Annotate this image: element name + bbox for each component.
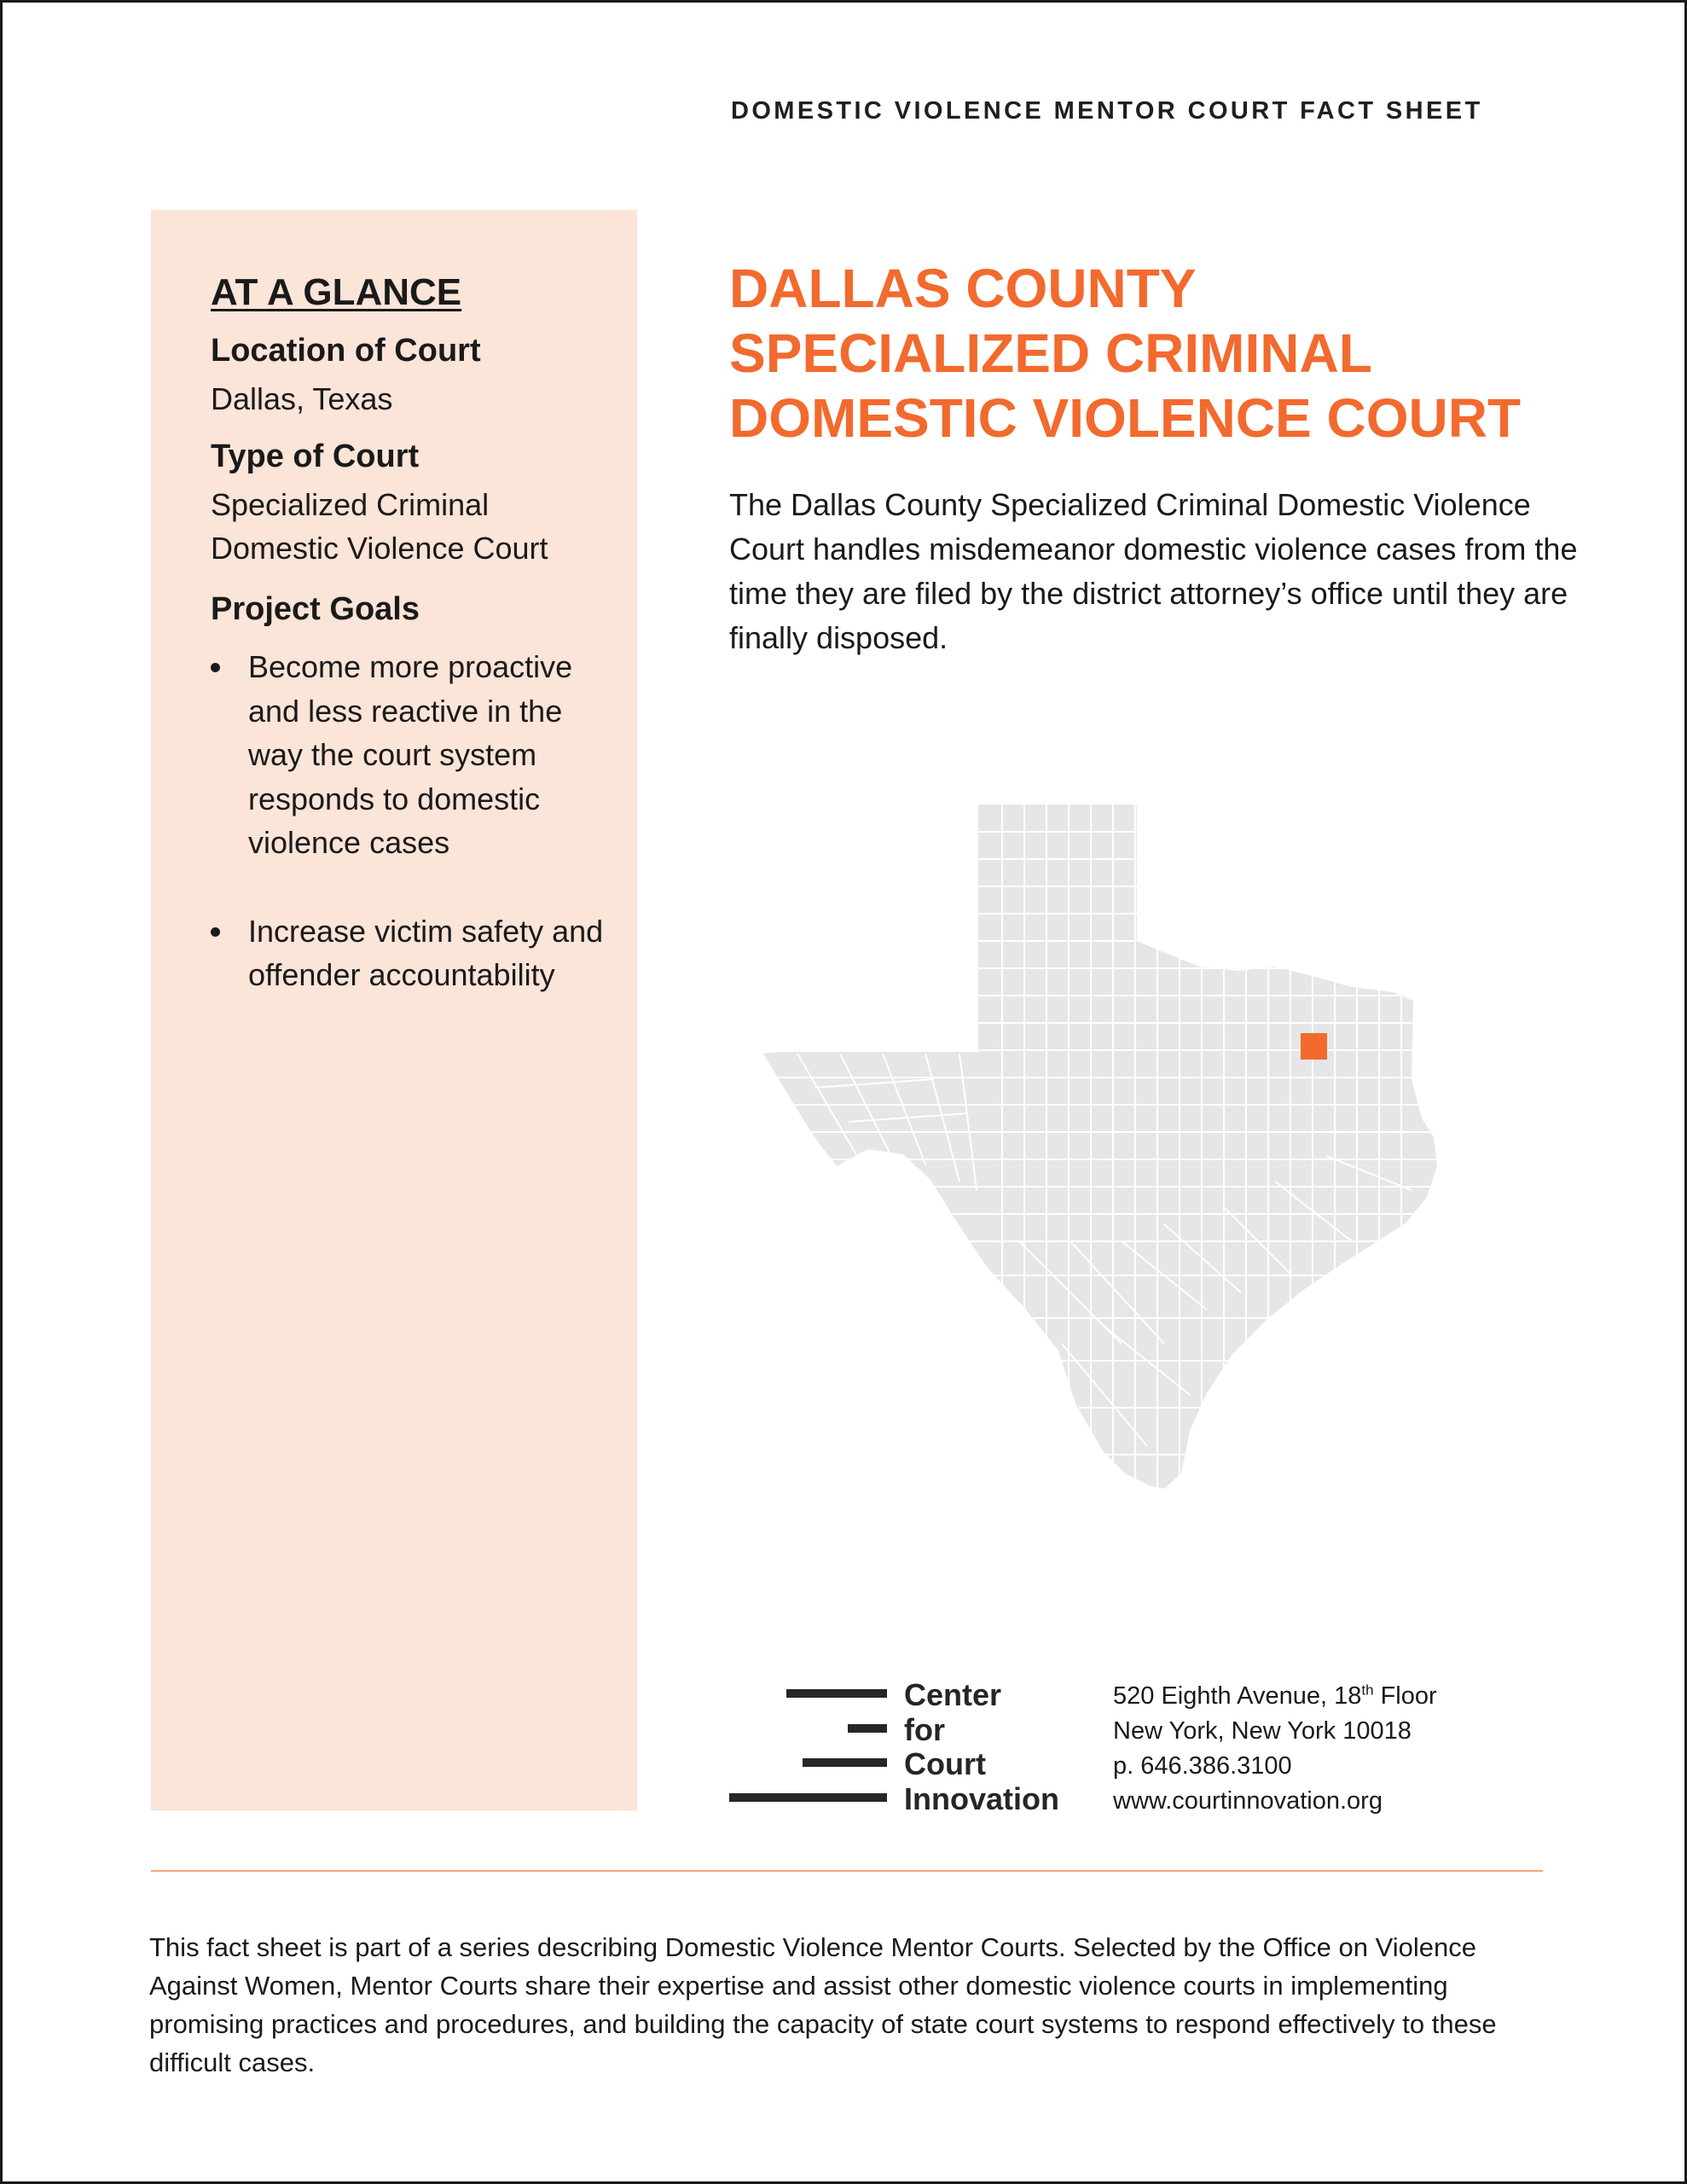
address-line bbox=[1113, 1679, 1437, 1714]
logo-word: Innovation bbox=[904, 1781, 1059, 1816]
logo-bar bbox=[848, 1724, 887, 1733]
center-for-court-innovation-logo bbox=[729, 1672, 1087, 1817]
goals-list bbox=[211, 645, 612, 1042]
list-item bbox=[211, 645, 612, 865]
city-line: New York, New York 10018 bbox=[1113, 1717, 1412, 1745]
logo-bar bbox=[729, 1793, 887, 1802]
title-line: SPECIALIZED CRIMINAL bbox=[729, 322, 1372, 384]
bullet-icon bbox=[211, 663, 220, 672]
texas-county-map bbox=[763, 798, 1505, 1506]
logo-word: for bbox=[904, 1712, 945, 1747]
title-line: DOMESTIC VIOLENCE COURT bbox=[729, 387, 1522, 449]
at-a-glance-panel bbox=[151, 210, 637, 1810]
dallas-county-highlight bbox=[1301, 1033, 1327, 1060]
location-heading: Location of Court bbox=[211, 333, 481, 369]
divider bbox=[151, 1870, 1543, 1872]
address-floor: Floor bbox=[1373, 1682, 1437, 1710]
page-title bbox=[729, 256, 1625, 450]
logo-word: Court bbox=[904, 1746, 986, 1781]
location-value: Dallas, Texas bbox=[211, 381, 393, 416]
website-link[interactable]: www.courtinnovation.org bbox=[1113, 1787, 1383, 1815]
type-value-line1: Specialized Criminal bbox=[211, 487, 490, 522]
texas-land bbox=[763, 798, 1505, 1506]
fact-sheet-label: DOMESTIC VIOLENCE MENTOR COURT FACT SHEET bbox=[731, 97, 1483, 125]
contact-block bbox=[1113, 1679, 1437, 1819]
bullet-icon bbox=[211, 927, 220, 937]
goal-text: Become more proactive and less reactive in the way the court system responds to domestic violence cases bbox=[248, 649, 573, 860]
footer-paragraph: This fact sheet is part of a series describing Domestic Violence Mentor Courts. Selected by the Office on Violence Against Women, Mentor Courts share their expertise and assist other domestic violence courts in implementing promising practices and procedures, and building the capacity of state court systems to respond effectively to these difficult cases. bbox=[149, 1932, 1497, 2077]
list-item bbox=[211, 909, 612, 997]
phone-line: p. 646.386.3100 bbox=[1113, 1752, 1292, 1780]
type-heading: Type of Court bbox=[211, 439, 420, 474]
type-value-line2: Domestic Violence Court bbox=[211, 531, 548, 566]
logo-word: Center bbox=[904, 1677, 1002, 1712]
goals-heading: Project Goals bbox=[211, 591, 420, 627]
title-line: DALLAS COUNTY bbox=[729, 258, 1197, 319]
goal-text: Increase victim safety and offender accountability bbox=[248, 913, 604, 992]
at-a-glance-title: AT A GLANCE bbox=[211, 271, 462, 313]
logo-bar bbox=[786, 1689, 887, 1698]
intro-paragraph: The Dallas County Specialized Criminal Domestic Violence Court handles misdemeanor domestic violence cases from the time they are filed by the district attorney’s office until they are finally disposed. bbox=[729, 487, 1578, 655]
address-superscript: th bbox=[1361, 1682, 1374, 1699]
logo-bar bbox=[803, 1758, 887, 1767]
address-text: 520 Eighth Avenue, 18 bbox=[1113, 1682, 1362, 1710]
